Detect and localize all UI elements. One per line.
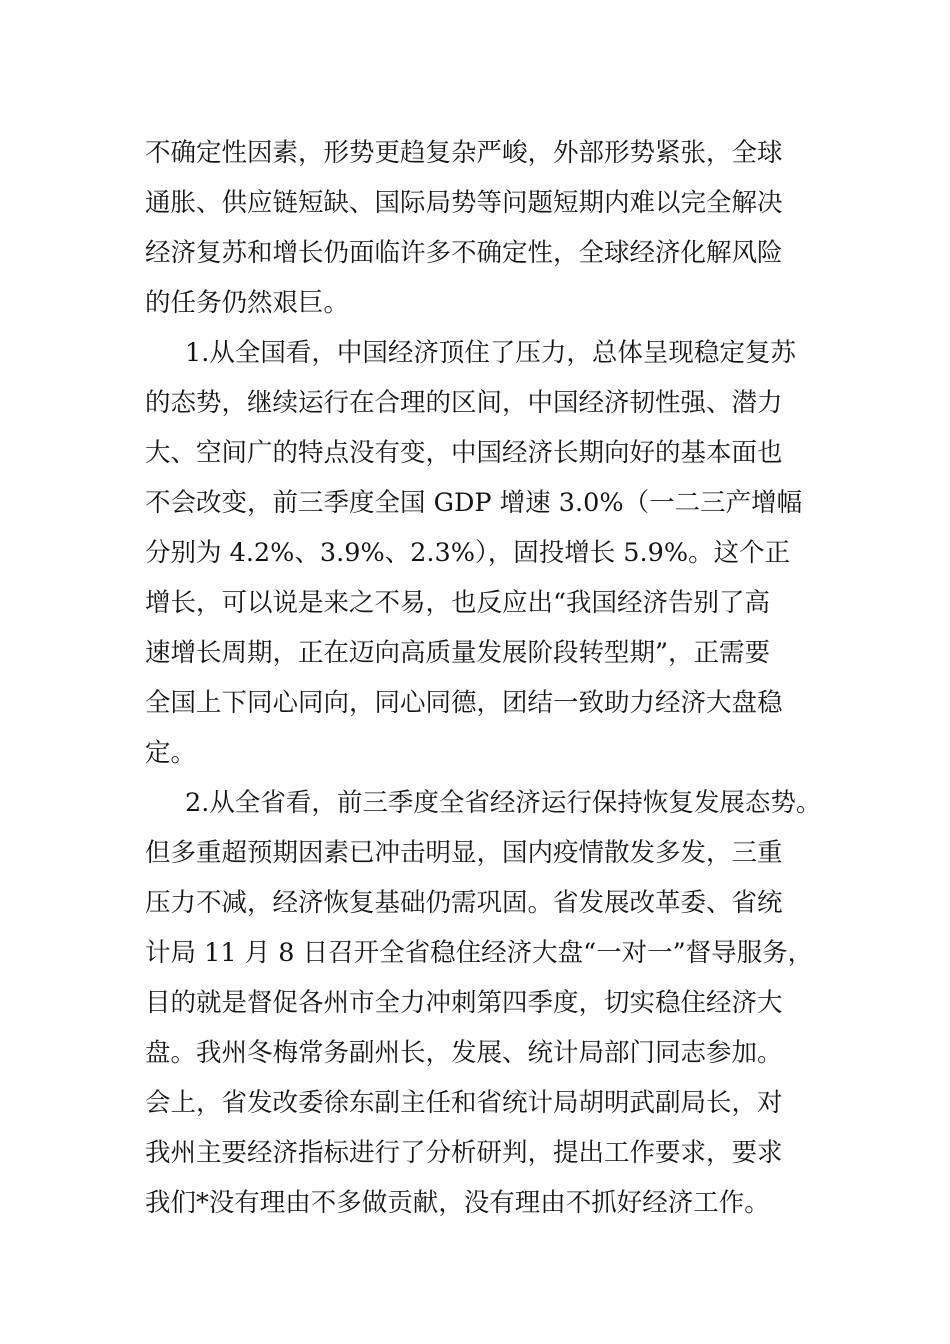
text-line: 全国上下同心同向，同心同德，团结一致助力经济大盘稳 [145,688,783,718]
text-line-first: 1.从全国看，中国经济顶住了压力，总体呈现稳定复苏 [185,338,796,368]
paragraph-national-view [145,328,835,778]
text-line: 不会改变，前三季度全国 GDP 增速 3.0%（一二三产增幅 [145,488,803,518]
text-line: 计局 11 月 8 日召开全省稳住经济大盘“一对一”督导服务， [145,938,814,968]
text-line: 盘。我州冬梅常务副州长，发展、统计局部门同志参加。 [145,1038,783,1068]
text-line: 增长，可以说是来之不易，也反应出“我国经济告别了高 [145,588,771,618]
text-line-first: 2.从全省看，前三季度全省经济运行保持恢复发展态势。 [185,788,822,818]
text-line: 会上，省发改委徐东副主任和省统计局胡明武副局长，对 [145,1088,783,1118]
text-line: 经济复苏和增长仍面临许多不确定性，全球经济化解风险 [145,238,783,268]
text-line: 但多重超预期因素已冲击明显，国内疫情散发多发，三重 [145,838,783,868]
paragraph-global-situation [145,128,835,328]
text-line: 通胀、供应链短缺、国际局势等问题短期内难以完全解决 [145,188,783,218]
text-line: 我们*没有理由不多做贡献，没有理由不抓好经济工作。 [145,1188,770,1218]
text-line: 的任务仍然艰巨。 [145,288,350,318]
text-line: 不确定性因素，形势更趋复杂严峻，外部形势紧张，全球 [145,138,783,168]
text-line: 大、空间广的特点没有变，中国经济长期向好的基本面也 [145,438,783,468]
document-body [145,128,835,1228]
text-line: 压力不减，经济恢复基础仍需巩固。省发展改革委、省统 [145,888,783,918]
text-line: 目的就是督促各州市全力冲刺第四季度，切实稳住经济大 [145,988,783,1018]
text-line: 速增长周期，正在迈向高质量发展阶段转型期”，正需要 [145,638,771,668]
paragraph-provincial-view [145,778,835,1228]
text-line: 我州主要经济指标进行了分析研判，提出工作要求，要求 [145,1138,783,1168]
text-line: 分别为 4.2%、3.9%、2.3%），固投增长 5.9%。这个正 [145,538,791,568]
text-line: 定。 [145,738,197,768]
text-line: 的态势，继续运行在合理的区间，中国经济韧性强、潜力 [145,388,783,418]
